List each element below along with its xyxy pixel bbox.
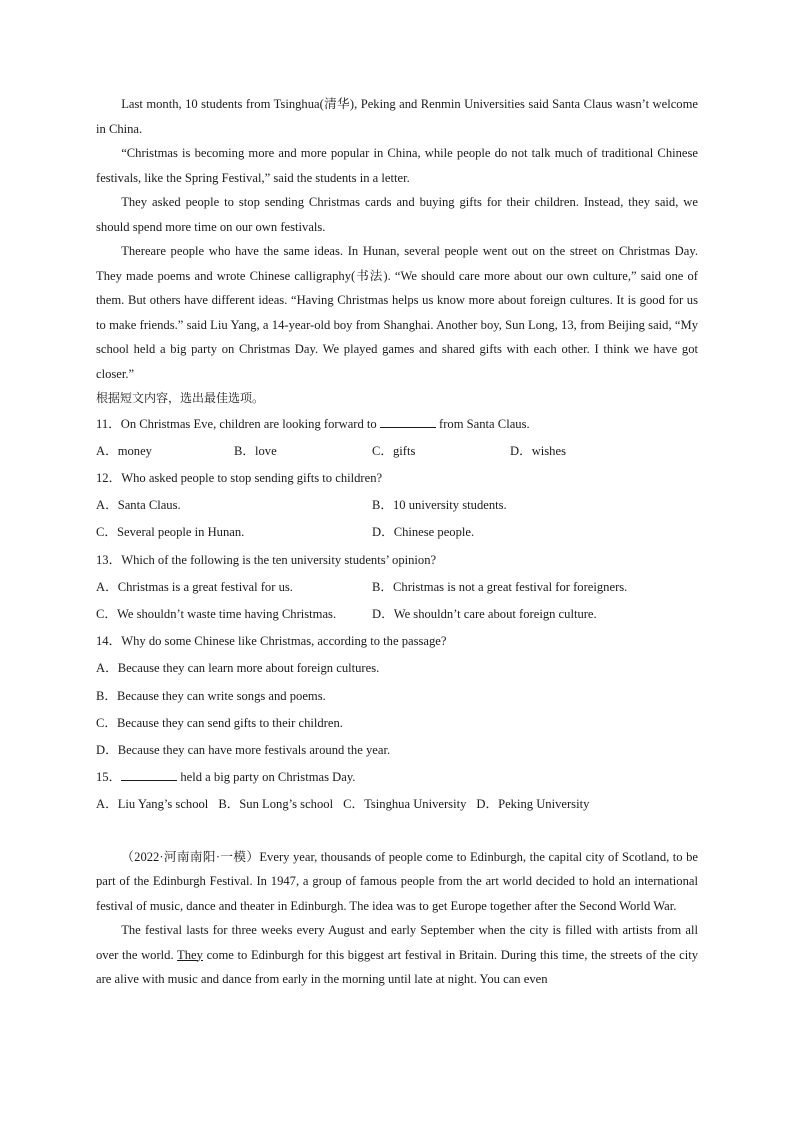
question-12-options-row-1 [96, 492, 698, 519]
passage1-paragraph-3: They asked people to stop sending Christmas cards and buying gifts for their children. Instead, they said, we should spend more time on our own festivals. [96, 195, 698, 234]
option-d[interactable]: D．wishes [510, 443, 566, 458]
question-13-options-row-1 [96, 574, 698, 601]
passage1-paragraph-1: Last month, 10 students from Tsinghua(清华), Peking and Renmin Universities said Santa Claus wasn’t welcome in China. [96, 97, 698, 136]
question-12-options-row-2 [96, 519, 698, 546]
option-b[interactable]: B．Because they can write songs and poems. [96, 688, 326, 703]
passage1-paragraph-2: “Christmas is becoming more and more popular in China, while people do not talk much of traditional Chinese festivals, like the Spring Festival,” said the students in a letter. [96, 146, 698, 185]
passage1-paragraph-4: Thereare people who have the same ideas. In Hunan, several people went out on the street on Christmas Day. They made poems and wrote Chinese calligraphy(书法). “We should care more about our own culture,” said one of them. But others have different ideas. “Having Christmas helps us know more about foreign cultures. It is good for us to make friends.” said Liu Yang, a 14-year-old boy from Shanghai. Another boy, Sun Long, 13, from Beijing said, “My school held a big party on Christmas Day. We played games and shared gifts with each other. I think we have got closer.” [96, 244, 698, 381]
passage2-paragraph-2: The festival lasts for three weeks every August and early September when the city is filled with artists from all over the world. They come to Edinburgh for this biggest art festival in Britain. During this time, the streets of the city are alive with music and dance from early in the morning until late at night. You can even [96, 923, 699, 987]
question-14-stem: 14．Why do some Chinese like Christmas, according to the passage? [96, 634, 447, 649]
option-d[interactable]: D．Because they can have more festivals around the year. [96, 742, 391, 757]
option-b[interactable]: B．Christmas is not a great festival for foreigners. [372, 579, 628, 594]
underlined-word: They [177, 947, 203, 962]
section-gap [96, 819, 698, 845]
answer-blank [121, 768, 177, 781]
question-13-stem: 13．Which of the following is the ten university students’ opinion? [96, 552, 437, 567]
instruction: 根据短文内容，选出最佳选项。 [96, 391, 265, 405]
question-13-options-row-2 [96, 601, 698, 628]
document-page [96, 92, 698, 992]
option-d[interactable]: D．Chinese people. [372, 525, 475, 540]
option-d[interactable]: D．Peking University [476, 797, 590, 812]
option-c[interactable]: C．Tsinghua University [343, 797, 467, 812]
question-12-stem: 12．Who asked people to stop sending gifts to children? [96, 470, 383, 485]
option-c[interactable]: C．Several people in Hunan. [96, 525, 245, 540]
option-a[interactable]: A．money [96, 443, 152, 458]
option-c[interactable]: C．We shouldn’t waste time having Christmas. [96, 606, 337, 621]
option-a[interactable]: A．Because they can learn more about foreign cultures. [96, 661, 380, 676]
question-15-options [96, 791, 698, 818]
option-b[interactable]: B．Sun Long’s school [218, 797, 334, 812]
option-b[interactable]: B．love [234, 443, 277, 458]
question-15-stem: 15． held a big party on Christmas Day. [96, 770, 356, 785]
passage2-paragraph-1: （2022·河南南阳·一模）Every year, thousands of people come to Edinburgh, the capital city of Scotland, to be part of the Edinburgh Festival. In 1947, a group of famous people from the art world decided to hold an international festival of music, dance and theater in Edinburgh. The idea was to get Europe together after the Second World War. [96, 849, 699, 913]
answer-blank [380, 415, 436, 428]
source-tag: （2022·河南南阳·一模） [121, 849, 260, 864]
question-11-options [96, 438, 698, 465]
option-b[interactable]: B．10 university students. [372, 498, 507, 513]
option-c[interactable]: C．gifts [372, 443, 416, 458]
option-c[interactable]: C．Because they can send gifts to their children. [96, 715, 343, 730]
option-d[interactable]: D．We shouldn’t care about foreign culture. [372, 606, 597, 621]
option-a[interactable]: A．Santa Claus. [96, 498, 181, 513]
option-a[interactable]: A．Christmas is a great festival for us. [96, 579, 293, 594]
question-11-stem: 11．On Christmas Eve, children are looking forward to from Santa Claus. [96, 416, 530, 431]
option-a[interactable]: A．Liu Yang’s school [96, 797, 209, 812]
